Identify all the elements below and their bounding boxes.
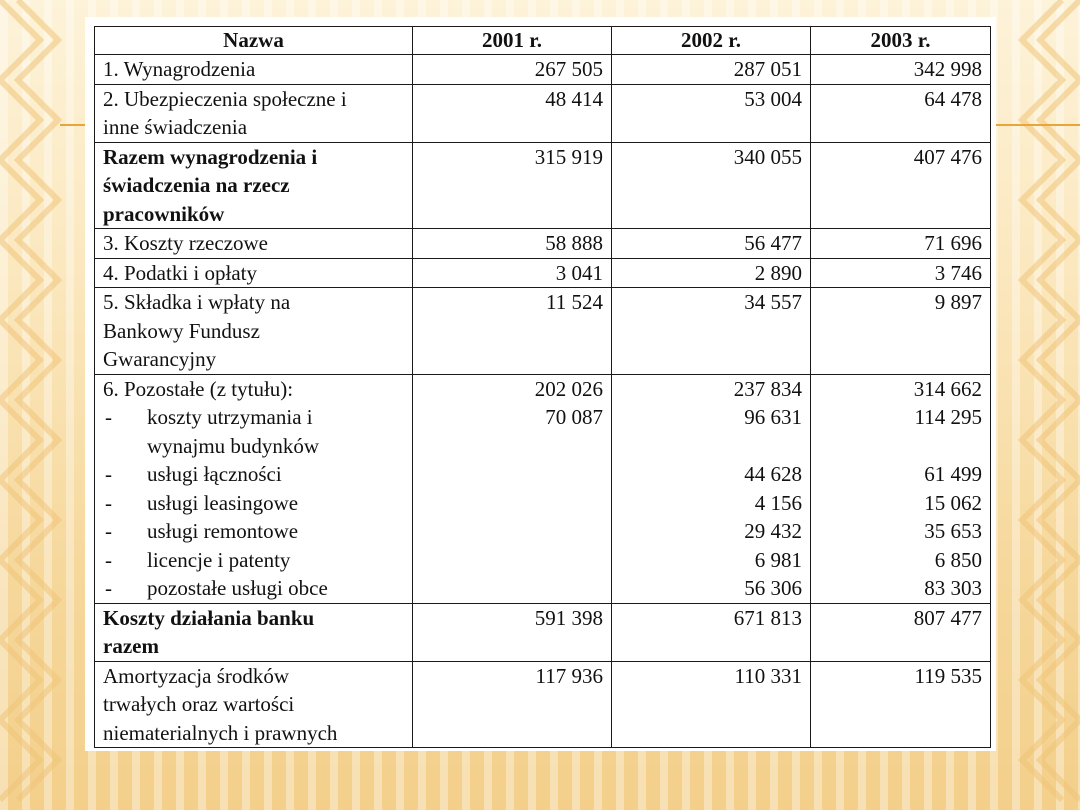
sub-item-text: [147, 460, 404, 489]
costs-table: [94, 26, 991, 748]
table-row: [95, 55, 991, 85]
value-text: 671 813: [733, 605, 802, 630]
value-text: 34 557: [744, 290, 802, 314]
sub-item: [103, 403, 404, 460]
title-divider-right: [995, 124, 1080, 126]
table-image: [85, 17, 996, 751]
value-cell-2001: [413, 258, 612, 288]
value-cell-2002: [612, 55, 811, 85]
value-text: 114 295: [914, 405, 982, 429]
value-cell-2003: [811, 84, 991, 142]
value-cell-2003: [811, 661, 991, 748]
value-cell-2001: [413, 374, 612, 603]
sub-item-text: [147, 403, 404, 460]
value-cell-2002: [612, 258, 811, 288]
table-header-row: [95, 27, 991, 55]
row-name-text: Gwarancyjny: [103, 347, 217, 371]
table-row: [95, 84, 991, 142]
row-name-cell: [95, 258, 413, 288]
row-name-cell: [95, 374, 413, 603]
value-text: 287 051: [733, 57, 802, 81]
sub-item: [103, 574, 404, 603]
column-header-name: Nazwa: [95, 27, 413, 55]
value-cell-2003: [811, 142, 991, 229]
value-cell-2001: [413, 84, 612, 142]
value-text: 407 476: [913, 144, 982, 169]
value-text: 11 524: [546, 290, 603, 314]
value-text: 314 662: [913, 376, 982, 401]
value-text: [421, 489, 603, 518]
value-cell-2002: [612, 603, 811, 661]
value-cell-2001: [413, 142, 612, 229]
table-row: [95, 142, 991, 229]
sub-item-text: [147, 517, 404, 546]
sub-item-line: pozostałe usługi obce: [147, 576, 328, 600]
column-header-2003: 2003 r.: [811, 27, 991, 55]
value-text: 61 499: [924, 462, 982, 486]
value-text: 119 535: [914, 663, 982, 688]
sub-item-text: [147, 489, 404, 518]
value-text: 96 631: [744, 405, 802, 429]
sub-item-line: licencje i patenty: [147, 547, 291, 572]
row-name-cell: [95, 288, 413, 375]
value-text: 64 478: [924, 86, 982, 111]
value-text: 48 414: [545, 86, 603, 111]
value-text: [421, 460, 603, 489]
table-row: [95, 374, 991, 603]
sub-item-line: koszty utrzymania i: [147, 405, 313, 429]
value-text: 70 087: [545, 405, 603, 429]
value-cell-2001: [413, 229, 612, 259]
row-name-text: 1. Wynagrodzenia: [103, 57, 256, 81]
value-cell-2003: [811, 258, 991, 288]
value-text: 58 888: [545, 231, 603, 255]
row-name-text: pracowników: [103, 201, 225, 226]
value-text: 15 062: [924, 490, 982, 515]
value-text: [421, 546, 603, 575]
value-cell-2002: [612, 229, 811, 259]
sub-item: [103, 546, 404, 575]
column-header-2001: 2001 r.: [413, 27, 612, 55]
value-text: 6 981: [754, 547, 802, 572]
row-name-cell: [95, 142, 413, 229]
row-name-text: 4. Podatki i opłaty: [103, 260, 257, 285]
value-text: [421, 432, 603, 461]
value-text: 9 897: [934, 290, 982, 314]
value-text: 29 432: [744, 519, 802, 543]
row-name-text: Razem wynagrodzenia i: [103, 144, 318, 169]
value-cell-2001: [413, 603, 612, 661]
row-name-text: inne świadczenia: [103, 115, 248, 139]
value-text: 807 477: [913, 605, 982, 630]
sub-item: [103, 489, 404, 518]
table-row: [95, 661, 991, 748]
row-name-cell: [95, 603, 413, 661]
value-cell-2002: [612, 84, 811, 142]
row-name-cell: [95, 229, 413, 259]
bullet-dash: -: [105, 490, 112, 515]
sub-item: [103, 460, 404, 489]
value-cell-2003: [811, 229, 991, 259]
row-name-text: 5. Składka i wpłaty na: [103, 290, 291, 314]
value-text: [819, 432, 982, 461]
value-text: 56 306: [744, 576, 802, 600]
value-text: 315 919: [534, 144, 603, 169]
table-row: [95, 229, 991, 259]
left-chevron-decoration: [0, 0, 70, 810]
sub-item-text: [147, 546, 404, 575]
value-text: 117 936: [535, 663, 603, 688]
value-text: 591 398: [534, 605, 603, 630]
row-name-text: świadczenia na rzecz: [103, 173, 290, 197]
sub-item: [103, 517, 404, 546]
bullet-dash: -: [105, 547, 112, 572]
value-cell-2003: [811, 603, 991, 661]
row-name-text: 3. Koszty rzeczowe: [103, 231, 269, 255]
value-cell-2001: [413, 288, 612, 375]
value-text: 267 505: [534, 57, 603, 81]
bullet-dash: -: [105, 462, 112, 486]
value-text: 83 303: [924, 576, 982, 600]
value-text: 2 890: [754, 260, 802, 285]
value-text: 56 477: [744, 231, 802, 255]
row-name-text: Amortyzacja środków: [103, 663, 290, 688]
value-text: 237 834: [733, 376, 802, 401]
value-cell-2002: [612, 374, 811, 603]
value-text: 53 004: [744, 86, 802, 111]
value-text: 3 041: [555, 260, 603, 285]
bullet-dash: -: [105, 576, 112, 600]
value-text: 35 653: [924, 519, 982, 543]
value-cell-2002: [612, 661, 811, 748]
value-text: [421, 517, 603, 546]
row-name-text: trwałych oraz wartości: [103, 692, 295, 716]
value-text: 6 850: [934, 547, 982, 572]
bullet-dash: -: [105, 519, 112, 543]
sub-item-line: usługi łączności: [147, 462, 282, 486]
row-name-text: razem: [103, 634, 159, 658]
row-name-text: 6. Pozostałe (z tytułu):: [103, 376, 294, 401]
row-name-cell: [95, 661, 413, 748]
sub-item-line: usługi remontowe: [147, 519, 299, 543]
sub-item-line: usługi leasingowe: [147, 490, 299, 515]
value-text: 202 026: [534, 376, 603, 401]
value-text: [421, 574, 603, 603]
table-row: [95, 603, 991, 661]
bullet-dash: -: [105, 405, 112, 429]
value-text: 3 746: [934, 260, 982, 285]
sub-item-line: wynajmu budynków: [147, 433, 320, 458]
row-name-text: 2. Ubezpieczenia społeczne i: [103, 86, 347, 111]
right-chevron-decoration: [1010, 0, 1080, 810]
row-name-text: Bankowy Fundusz: [103, 318, 260, 343]
value-cell-2001: [413, 661, 612, 748]
table-row: [95, 288, 991, 375]
value-cell-2003: [811, 55, 991, 85]
value-text: 44 628: [744, 462, 802, 486]
value-text: 4 156: [754, 490, 802, 515]
value-cell-2003: [811, 288, 991, 375]
value-cell-2002: [612, 142, 811, 229]
row-name-cell: [95, 84, 413, 142]
column-header-2002: 2002 r.: [612, 27, 811, 55]
row-name-text: Koszty działania banku: [103, 605, 315, 630]
value-text: 342 998: [913, 57, 982, 81]
sub-item-text: [147, 574, 404, 603]
value-text: [620, 432, 802, 461]
table-row: [95, 258, 991, 288]
value-text: 71 696: [924, 231, 982, 255]
value-text: 110 331: [734, 663, 802, 688]
row-name-cell: [95, 55, 413, 85]
value-cell-2003: [811, 374, 991, 603]
row-name-text: niematerialnych i prawnych: [103, 720, 338, 745]
value-text: 340 055: [733, 144, 802, 169]
value-cell-2002: [612, 288, 811, 375]
value-cell-2001: [413, 55, 612, 85]
